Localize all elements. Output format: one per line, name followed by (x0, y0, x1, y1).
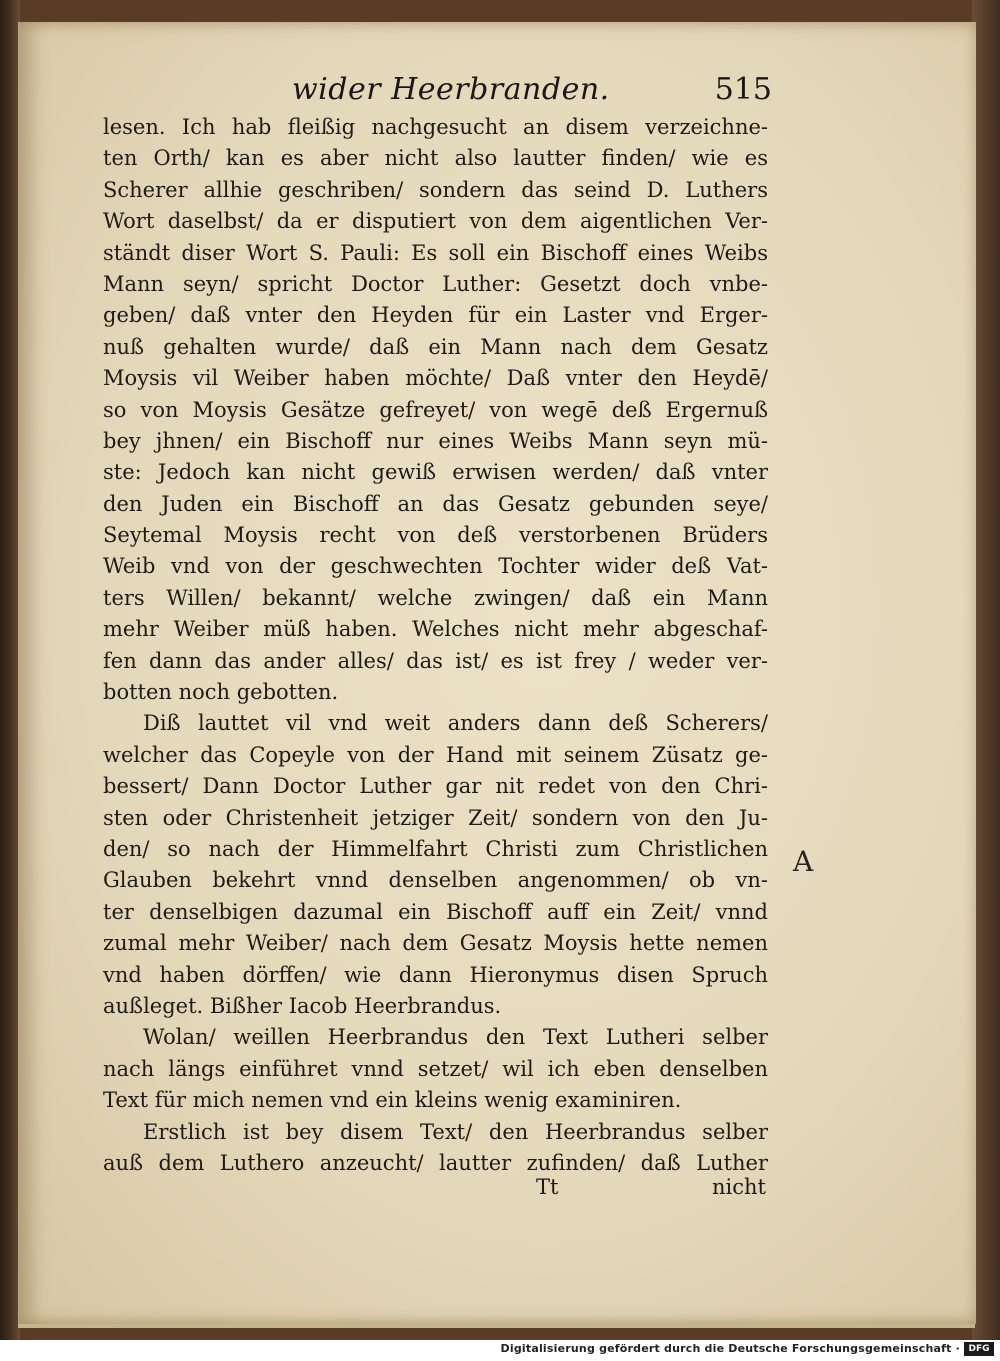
text-line: Text für mich nemen vnd ein kleins wenig examiniren. (103, 1088, 682, 1113)
text-line: fen dann das ander alles/ das ist/ es ist frey / weder ver- (103, 648, 768, 673)
body-text (103, 112, 768, 1179)
page-header (292, 72, 792, 112)
catchword: nicht (712, 1175, 766, 1199)
text-line: den/ so nach der Himmelfahrt Christi zum Christlichen (103, 836, 768, 861)
page-number: 515 (714, 72, 772, 107)
text-line: Wort daselbst/ da er disputiert von dem aigentlichen Ver- (103, 209, 768, 234)
text-line: bey jhnen/ ein Bischoff nur eines Weibs Mann seyn mü- (103, 428, 768, 453)
text-line: botten noch gebotten. (103, 680, 339, 705)
text-line: Wolan/ weillen Heerbrandus den Text Lutheri selber (143, 1025, 768, 1050)
text-line: ten Orth/ kan es aber nicht also lautter finden/ wie es (103, 146, 768, 171)
text-line: den Juden ein Bischoff an das Gesatz gebunden seye/ (103, 491, 768, 516)
text-line: welcher das Copeyle von der Hand mit seinem Züsatz ge- (103, 742, 768, 767)
text-line: Erstlich ist bey disem Text/ den Heerbrandus selber (143, 1119, 768, 1144)
book-binding-left (0, 0, 20, 1340)
text-line: mehr Weiber müß haben. Welches nicht mehr abgeschaf- (103, 617, 768, 642)
funding-credit: Digitalisierung gefördert durch die Deutsche Forschungsgemeinschaft · (500, 1342, 960, 1355)
text-line: ter denselbigen dazumal ein Bischoff auff ein Zeit/ vnnd (103, 899, 768, 924)
text-line: außleget. Bißher Iacob Heerbrandus. (103, 993, 502, 1018)
book-binding-right (972, 0, 1000, 1340)
text-line: Moysis vil Weiber haben möchte/ Daß vnter den Heydē/ (103, 366, 768, 391)
text-line: ters Willen/ bekannt/ welche zwingen/ daß ein Mann (103, 585, 768, 610)
text-line: ste: Jedoch kan nicht gewiß erwisen werden/ daß vnter (103, 460, 768, 485)
text-line: bessert/ Dann Doctor Luther gar nit redet von den Chri- (103, 774, 768, 799)
text-line: Diß lauttet vil vnd weit anders dann deß Scherers/ (143, 711, 768, 736)
marginal-note: A (793, 845, 814, 878)
text-line: zumal mehr Weiber/ nach dem Gesatz Moysis hette nemen (103, 931, 768, 956)
text-line: nuß gehalten wurde/ daß ein Mann nach dem Gesatz (103, 334, 768, 359)
text-line: geben/ daß vnter den Heyden für ein Laster vnd Erger- (103, 303, 768, 328)
text-line: Weib vnd von der geschwechten Tochter wider deß Vat- (103, 554, 768, 579)
text-line: Glauben bekehrt vnnd denselben angenommen/ ob vn- (103, 868, 768, 893)
text-line: vnd haben dörffen/ wie dann Hieronymus disen Spruch (103, 962, 768, 987)
text-line: Scherer allhie geschriben/ sondern das seind D. Luthers (103, 177, 768, 202)
running-head: wider Heerbranden. (292, 72, 610, 107)
text-line: nach längs einführet vnnd setzet/ wil ich eben denselben (103, 1056, 768, 1081)
text-line: sten oder Christenheit jetziger Zeit/ sondern von den Ju- (103, 805, 768, 830)
text-line: auß dem Luthero anzeucht/ lautter zufinden/ daß Luther (103, 1150, 768, 1175)
dfg-logo-icon: DFG (964, 1342, 994, 1356)
text-line: Seytemal Moysis recht von deß verstorbenen Brüders (103, 523, 768, 548)
text-line: Mann seyn/ spricht Doctor Luther: Gesetzt doch vnbe- (103, 271, 768, 296)
text-line: ständt diser Wort S. Pauli: Es soll ein Bischoff eines Weibs (103, 240, 768, 265)
page-footer (536, 1175, 766, 1211)
text-line: so von Moysis Gesätze gefreyet/ von wegē deß Ergernuß (103, 397, 768, 422)
text-line: lesen. Ich hab fleißig nachgesucht an disem verzeichne- (103, 115, 768, 139)
signature-mark: Tt (536, 1175, 559, 1199)
